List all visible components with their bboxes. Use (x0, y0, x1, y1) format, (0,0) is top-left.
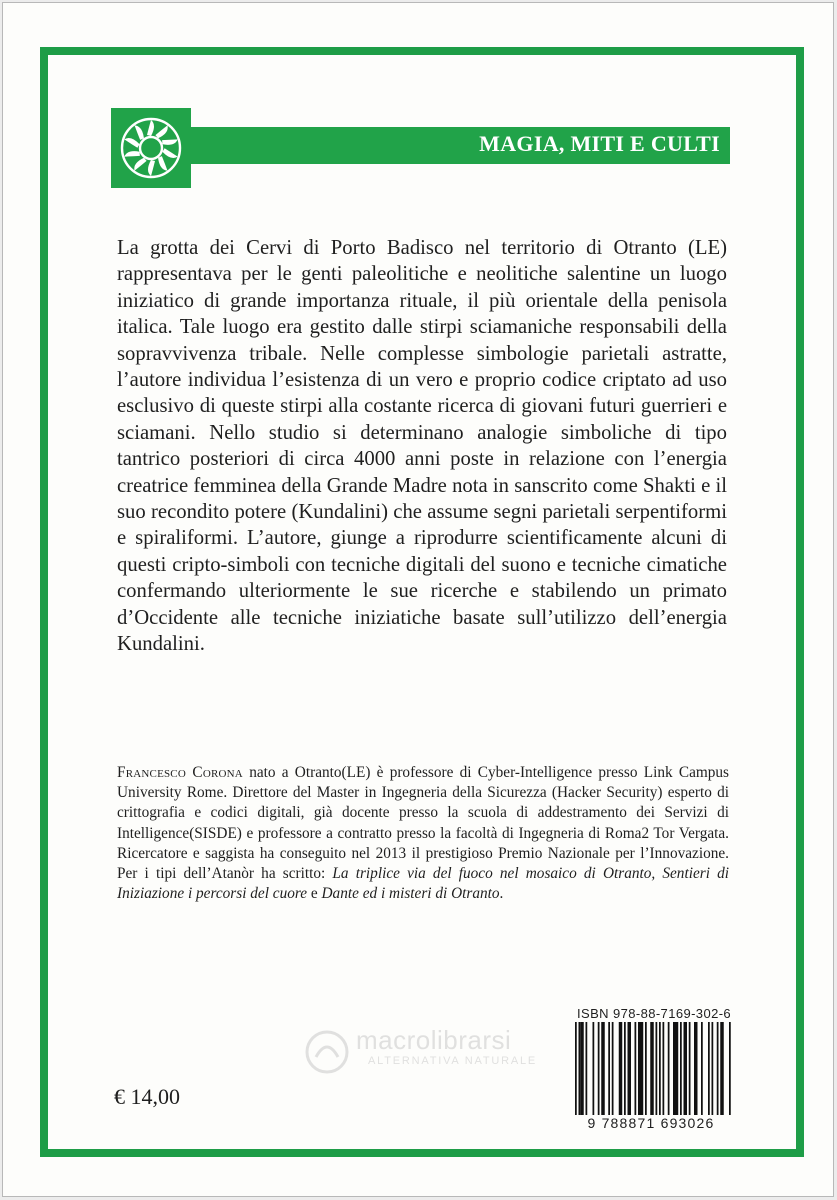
barcode-bar (628, 1022, 632, 1115)
sun-wheel-petal (161, 148, 178, 160)
barcode-bar (650, 1022, 654, 1115)
sun-wheel-petal (123, 136, 140, 148)
author-name: Francesco Corona (117, 764, 243, 781)
barcode-bar (656, 1022, 658, 1115)
barcode-bar (668, 1022, 670, 1115)
author-bio (117, 763, 729, 904)
barcode-bar (684, 1022, 688, 1115)
barcode-bar (717, 1022, 719, 1115)
barcode-bar (635, 1022, 637, 1115)
barcode-bar (601, 1022, 605, 1115)
watermark-subtext: ALTERNATIVA NATURALE (368, 1055, 538, 1067)
watermark-text: macrolibrarsi (356, 1025, 512, 1055)
barcode-bar (689, 1022, 691, 1115)
barcode-bar (659, 1022, 661, 1115)
barcode-bar (619, 1022, 623, 1115)
barcode-bar (598, 1022, 600, 1115)
barcode-bar (663, 1022, 665, 1115)
barcode-bar (701, 1022, 703, 1115)
sun-wheel-petal (148, 160, 155, 176)
book-description: La grotta dei Cervi di Porto Badisco nel territorio di Otranto (LE) rappresentava per le genti paleolitiche e neolitiche salentine un luogo iniziatico di grande importanza rituale, il più orientale della penisola italica. Tale luogo era gestito dalle stirpi sciamaniche responsabili della sopravvivenza tribale. Nelle complesse simbologie parietali astratte, l’autore individua l’esistenza di un vero e proprio codice criptato ad uso esclusivo di queste stirpi alla costante ricerca di giovani futuri guerrieri e sciamani. Nello studio si determinano analogie simboliche di tipo tantrico posteriori di circa 4000 anni poste in relazione con l’energia creatrice femminea della Grande Madre nota in sanscrito come Shakti e il suo recondito potere (Kundalini) che assume segni parietali serpentiformi e spiraliformi. L’autore, giunge a riprodurre scientificamente alcuni di questi cripto-simboli con tecniche digitali del suono e tecniche cimatiche confermando ulteriormente le sue ricerche e stabilendo un primato d’Occidente alle tecniche iniziatiche basate sull’utilizzo dell’energia Kundalini. (117, 237, 727, 656)
barcode-bar (580, 1022, 584, 1115)
bio-works: La triplice via del fuoco nel mosaico di Otranto, Sentieri di Iniziazione i percorsi del cuore (117, 865, 729, 903)
barcode-bar (680, 1022, 682, 1115)
barcode-bar (720, 1022, 724, 1115)
sun-wheel-icon (118, 115, 184, 181)
barcode-bar (638, 1022, 643, 1115)
barcode-bar (579, 1022, 581, 1115)
price: € 14,00 (114, 1084, 180, 1109)
sun-wheel-petal (147, 120, 154, 136)
barcode-bar (645, 1022, 647, 1115)
barcode-bar (593, 1022, 595, 1115)
sun-wheel-petal (161, 136, 178, 148)
barcode-bar (575, 1022, 577, 1115)
series-title: MAGIA, MITI E CULTI (479, 131, 720, 156)
book-back-cover (2, 2, 834, 1197)
bio-text: nato a Otranto(LE) è professore di Cyber-Intelligence presso Link Campus University Rome. Direttore del Master in Ingegneria della Sicurezza (Hacker Security) esperto di crittografia e codici digitali, già docente presso la scuola di addestramento dei Servizi di Intelligence(SISDE) e professore a contratto presso la facoltà di Ingegneria di Roma2 Tor Vergata. Ricercatore e saggista ha conseguito nel 2013 il prestigioso Premio Nazionale per l’Innovazione. Per i tipi dell’Atanòr ha scritto: (117, 764, 730, 883)
barcode-bar (586, 1022, 588, 1115)
bio-joiner: e (307, 885, 322, 903)
barcode-bar (712, 1022, 714, 1115)
watermark-logo-icon (302, 1027, 352, 1077)
barcode-bar (612, 1022, 614, 1115)
bio-last-work: Dante ed i misteri di Otranto (321, 885, 500, 903)
barcode-bar (708, 1022, 710, 1115)
series-banner (188, 127, 730, 164)
barcode-bar (624, 1022, 626, 1115)
barcode-bar (729, 1022, 731, 1115)
barcode-bar (673, 1022, 678, 1115)
bio-end: . (499, 885, 504, 903)
isbn-barcode (571, 1022, 731, 1115)
sun-wheel-petal (123, 149, 140, 161)
isbn-label: ISBN 978-88-7169-302-6 (577, 1006, 732, 1021)
barcode-digits: 9 788871 693026 (587, 1115, 715, 1131)
barcode-bar (608, 1022, 610, 1115)
watermark (298, 1021, 558, 1091)
series-emblem (111, 108, 191, 188)
barcode-bar (694, 1022, 698, 1115)
